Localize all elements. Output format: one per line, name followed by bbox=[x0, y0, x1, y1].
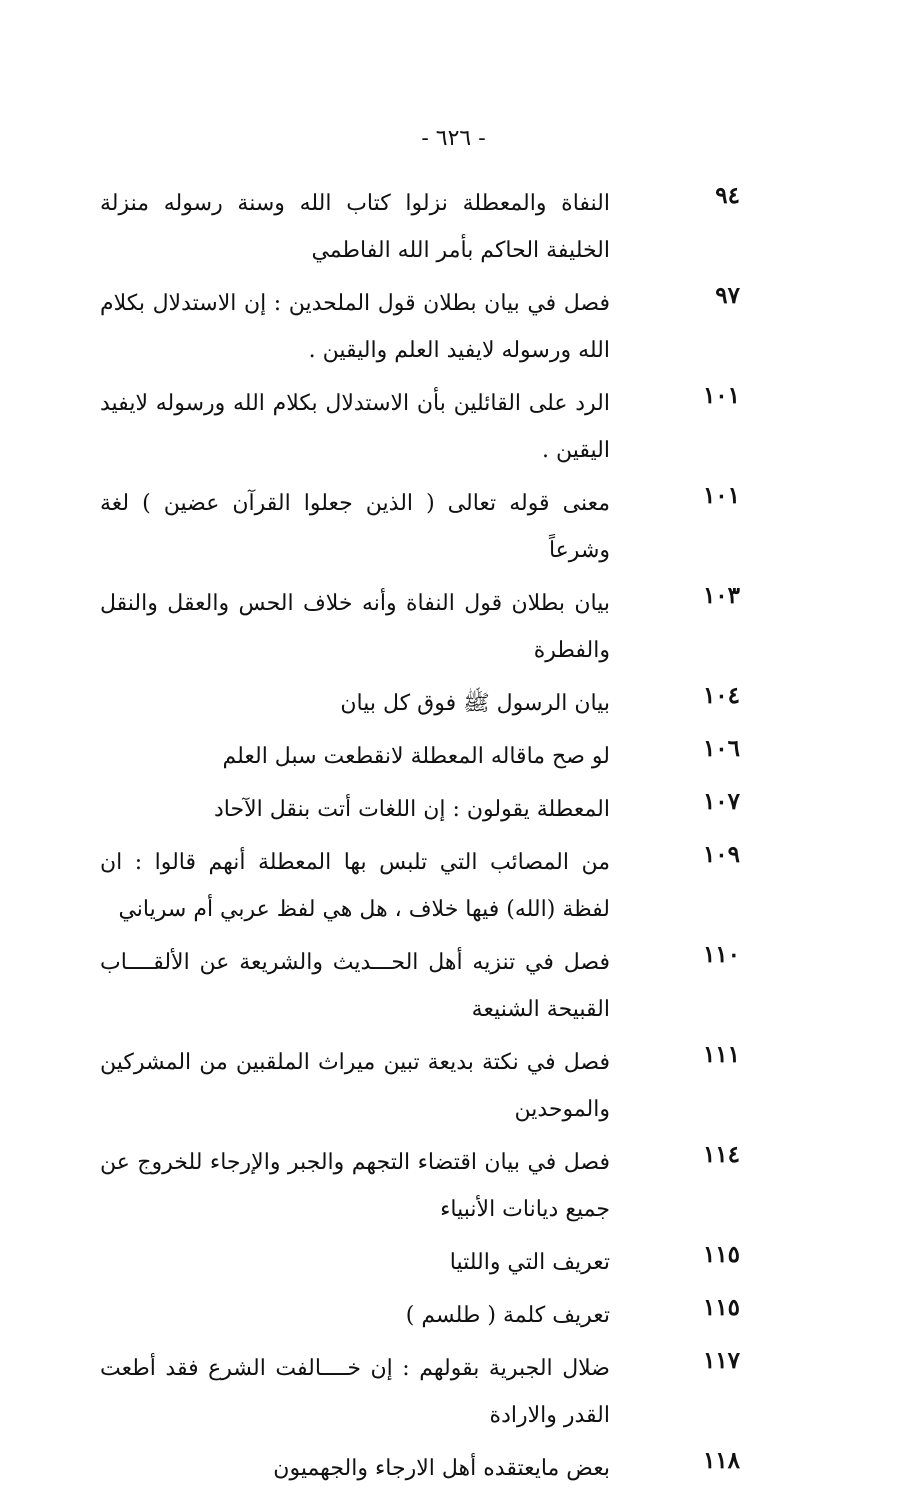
toc-entry bbox=[100, 839, 740, 933]
toc-entry-title: تعريف التي واللتيا bbox=[449, 1250, 610, 1275]
toc-entry-page: ١٠٦ bbox=[702, 735, 740, 762]
toc-entry-page: ١٠١ bbox=[702, 382, 740, 409]
toc-entry-page: ٩٧ bbox=[715, 282, 740, 309]
toc-entry-title: فصل في بيان اقتضاء التجهم والجبر والإرجاء للخروج عن جميع ديانات الأنبياء bbox=[100, 1150, 610, 1222]
toc-entry bbox=[100, 580, 740, 674]
toc-entry-page: ٩٤ bbox=[715, 182, 740, 209]
page-number: - ٦٢٦ - bbox=[421, 126, 486, 151]
toc-entry bbox=[100, 1239, 740, 1286]
toc-entry-title: بعض مايعتقده أهل الارجاء والجهميون bbox=[273, 1456, 610, 1481]
toc-entry bbox=[100, 786, 740, 833]
toc-entry bbox=[100, 180, 740, 274]
toc-entry bbox=[100, 733, 740, 780]
toc-entry-page: ١٠٧ bbox=[702, 788, 740, 815]
toc-entry-page: ١١٥ bbox=[702, 1241, 740, 1268]
toc-entry-page: ١١٠ bbox=[702, 941, 740, 968]
toc-entry bbox=[100, 1292, 740, 1339]
toc-entry bbox=[100, 1139, 740, 1233]
toc-entry-title: من المصائب التي تلبس بها المعطلة أنهم قالوا : ان لفظة (الله) فيها خلاف ، هل هي لفظ عربي أم سرياني bbox=[100, 850, 610, 922]
toc-entry-title: بيان الرسول ﷺ فوق كل بيان bbox=[340, 691, 610, 716]
toc-entry-page: ١١٨ bbox=[702, 1447, 740, 1474]
toc-entry bbox=[100, 480, 740, 574]
toc-entry bbox=[100, 1039, 740, 1133]
toc-entry-title: تعريف كلمة ( طلسم ) bbox=[405, 1303, 610, 1328]
toc-entry-title: الرد على القائلين بأن الاستدلال بكلام الله ورسوله لايفيد اليقين . bbox=[100, 391, 610, 463]
toc-entry-title: بيان بطلان قول النفاة وأنه خلاف الحس والعقل والنقل والفطرة bbox=[100, 591, 610, 663]
toc-entry-page: ١١٥ bbox=[702, 1294, 740, 1321]
toc-entry-title: النفاة والمعطلة نزلوا كتاب الله وسنة رسوله منزلة الخليفة الحاكم بأمر الله الفاطمي bbox=[100, 191, 610, 263]
toc-entry-page: ١٠٩ bbox=[702, 841, 740, 868]
toc-entry bbox=[100, 680, 740, 727]
toc-entry bbox=[100, 939, 740, 1033]
toc-entry-page: ١٠٤ bbox=[702, 682, 740, 709]
toc-entry-title: لو صح ماقاله المعطلة لانقطعت سبل العلم bbox=[222, 744, 610, 769]
toc-entry bbox=[100, 1345, 740, 1439]
toc-entry-title: معنى قوله تعالى ( الذين جعلوا القرآن عضين ) لغة وشرعاً bbox=[100, 491, 610, 563]
toc-entry-page: ١١٤ bbox=[702, 1141, 740, 1168]
toc-entry-title: فصل في بيان بطلان قول الملحدين : إن الاستدلال بكلام الله ورسوله لايفيد العلم واليقين . bbox=[100, 291, 610, 363]
toc-entry-title: فصل في تنزيه أهل الحـــديث والشريعة عن الألقــــاب القبيحة الشنيعة bbox=[100, 950, 610, 1022]
toc-entry-page: ١١٧ bbox=[702, 1347, 740, 1374]
toc-entry-title: المعطلة يقولون : إن اللغات أتت بنقل الآحاد bbox=[213, 797, 610, 822]
toc-entry bbox=[100, 1445, 740, 1492]
toc-entry-page: ١٠٣ bbox=[702, 582, 740, 609]
toc-entry-title: ضلال الجبرية بقولهم : إن خــــالفت الشرع فقد أطعت القدر والارادة bbox=[100, 1356, 610, 1428]
table-of-contents bbox=[100, 180, 740, 1498]
toc-entry bbox=[100, 380, 740, 474]
toc-entry-page: ١١١ bbox=[702, 1041, 740, 1068]
toc-entry-title: فصل في نكتة بديعة تبين ميراث الملقبين من المشركين والموحدين bbox=[100, 1050, 610, 1122]
toc-entry-page: ١٠١ bbox=[702, 482, 740, 509]
toc-entry bbox=[100, 280, 740, 374]
